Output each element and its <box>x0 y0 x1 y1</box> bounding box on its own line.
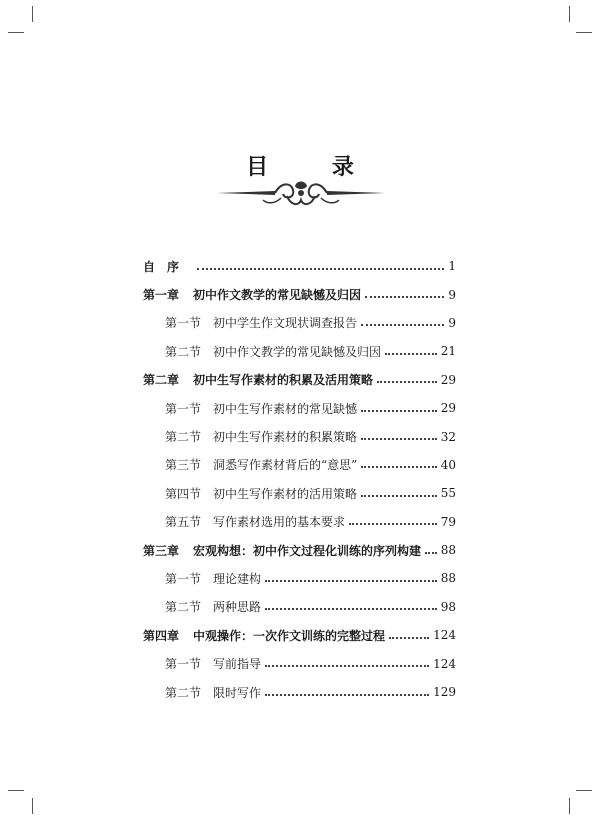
toc-leader-dots <box>365 295 444 298</box>
toc-leader-dots <box>385 352 437 355</box>
toc-leader-dots <box>377 380 437 383</box>
toc-entry-label: 第一章 <box>143 288 180 303</box>
toc-entry-title: 中观操作：一次作文训练的完整过程 <box>193 628 386 643</box>
toc-page-number: 88 <box>440 543 456 558</box>
crop-mark-bottom-left-h <box>8 790 24 791</box>
toc-entry-label: 第四章 <box>143 628 180 643</box>
toc-entry-title: 初中作文教学的常见缺憾及归因 <box>193 288 362 303</box>
toc-leader-dots <box>265 693 429 696</box>
toc-entry-title: 洞悉写作素材背后的“意思” <box>213 458 358 473</box>
toc-entry-label: 第一节 <box>165 316 202 331</box>
toc-leader-dots <box>361 437 437 440</box>
toc-entry-title: 初中作文教学的常见缺憾及归因 <box>213 344 382 359</box>
toc-chapter-entry <box>143 280 456 308</box>
toc-section-entry <box>143 649 456 677</box>
toc-page-number: 32 <box>440 429 456 444</box>
crop-mark-bottom-left-v <box>32 798 33 814</box>
toc-chapter-entry <box>143 252 456 280</box>
toc-entry-label: 第五节 <box>165 515 202 530</box>
toc-entry-title: 初中生写作素材的积累策略 <box>213 430 358 445</box>
toc-page-number: 88 <box>440 571 456 586</box>
toc-section-entry <box>143 309 456 337</box>
toc-entry-label: 第一节 <box>165 657 202 672</box>
toc-section-entry <box>143 593 456 621</box>
crop-mark-top-left-v <box>32 6 33 22</box>
toc-page-number: 79 <box>440 514 456 529</box>
toc-leader-dots <box>265 664 429 667</box>
toc-page-number: 9 <box>448 315 456 330</box>
toc-entry-label: 第二节 <box>165 685 202 700</box>
toc-entry-title: 写作素材选用的基本要求 <box>213 515 346 530</box>
toc-section-entry <box>143 479 456 507</box>
toc-entry-label: 自 序 <box>143 259 180 274</box>
toc-page-number: 129 <box>433 685 456 700</box>
crop-mark-bottom-right-v <box>569 798 570 814</box>
toc-entry-title: 宏观构想：初中作文过程化训练的序列构建 <box>193 543 422 558</box>
table-of-contents <box>143 252 456 706</box>
toc-chapter-entry <box>143 536 456 564</box>
toc-section-entry <box>143 394 456 422</box>
toc-section-entry <box>143 564 456 592</box>
toc-page-number: 98 <box>440 599 456 614</box>
toc-entry-title: 两种思路 <box>213 600 262 615</box>
toc-leader-dots <box>349 522 437 525</box>
toc-page-number: 124 <box>433 656 456 671</box>
toc-page-number: 21 <box>440 344 456 359</box>
toc-page-number: 9 <box>448 287 456 302</box>
toc-leader-dots <box>265 579 437 582</box>
crop-mark-top-right-h <box>576 32 592 33</box>
toc-entry-title: 初中生写作素材的积累及活用策略 <box>193 373 374 388</box>
toc-entry-label: 第二节 <box>165 344 202 359</box>
crop-mark-top-left-h <box>8 32 24 33</box>
toc-entry-title: 初中生写作素材的活用策略 <box>213 486 358 501</box>
toc-page-number: 29 <box>440 372 456 387</box>
toc-section-entry <box>143 337 456 365</box>
toc-leader-dots <box>361 323 444 326</box>
toc-entry-label: 第三章 <box>143 543 180 558</box>
toc-entry-label: 第二章 <box>143 373 180 388</box>
toc-section-entry <box>143 451 456 479</box>
toc-leader-dots <box>361 494 437 497</box>
toc-chapter-entry <box>143 621 456 649</box>
toc-leader-dots <box>425 551 437 554</box>
toc-entry-label: 第一节 <box>165 571 202 586</box>
toc-section-entry <box>143 678 456 706</box>
toc-page-number: 29 <box>440 401 456 416</box>
toc-leader-dots <box>389 636 429 639</box>
toc-page-number: 1 <box>448 259 456 274</box>
toc-leader-dots <box>361 409 437 412</box>
toc-leader-dots <box>197 267 444 270</box>
toc-entry-title: 限时写作 <box>213 685 262 700</box>
toc-leader-dots <box>265 607 437 610</box>
toc-chapter-entry <box>143 366 456 394</box>
toc-entry-title: 初中学生作文现状调查报告 <box>213 316 358 331</box>
toc-entry-title: 写前指导 <box>213 657 262 672</box>
toc-section-entry <box>143 508 456 536</box>
toc-entry-title: 初中生写作素材的常见缺憾 <box>213 401 358 416</box>
page-title: 目 录 <box>246 154 382 180</box>
ornament-divider-icon <box>215 176 387 210</box>
toc-entry-label: 第二节 <box>165 600 202 615</box>
toc-page-number: 124 <box>433 628 456 643</box>
toc-entry-label: 第三节 <box>165 458 202 473</box>
toc-entry-title: 理论建构 <box>213 571 262 586</box>
crop-mark-top-right-v <box>569 6 570 22</box>
crop-mark-bottom-right-h <box>576 790 592 791</box>
toc-leader-dots <box>361 465 436 468</box>
toc-entry-label: 第四节 <box>165 486 202 501</box>
toc-section-entry <box>143 422 456 450</box>
toc-entry-label: 第二节 <box>165 430 202 445</box>
toc-page-number: 40 <box>440 457 456 472</box>
toc-page-number: 55 <box>440 486 456 501</box>
toc-entry-label: 第一节 <box>165 401 202 416</box>
